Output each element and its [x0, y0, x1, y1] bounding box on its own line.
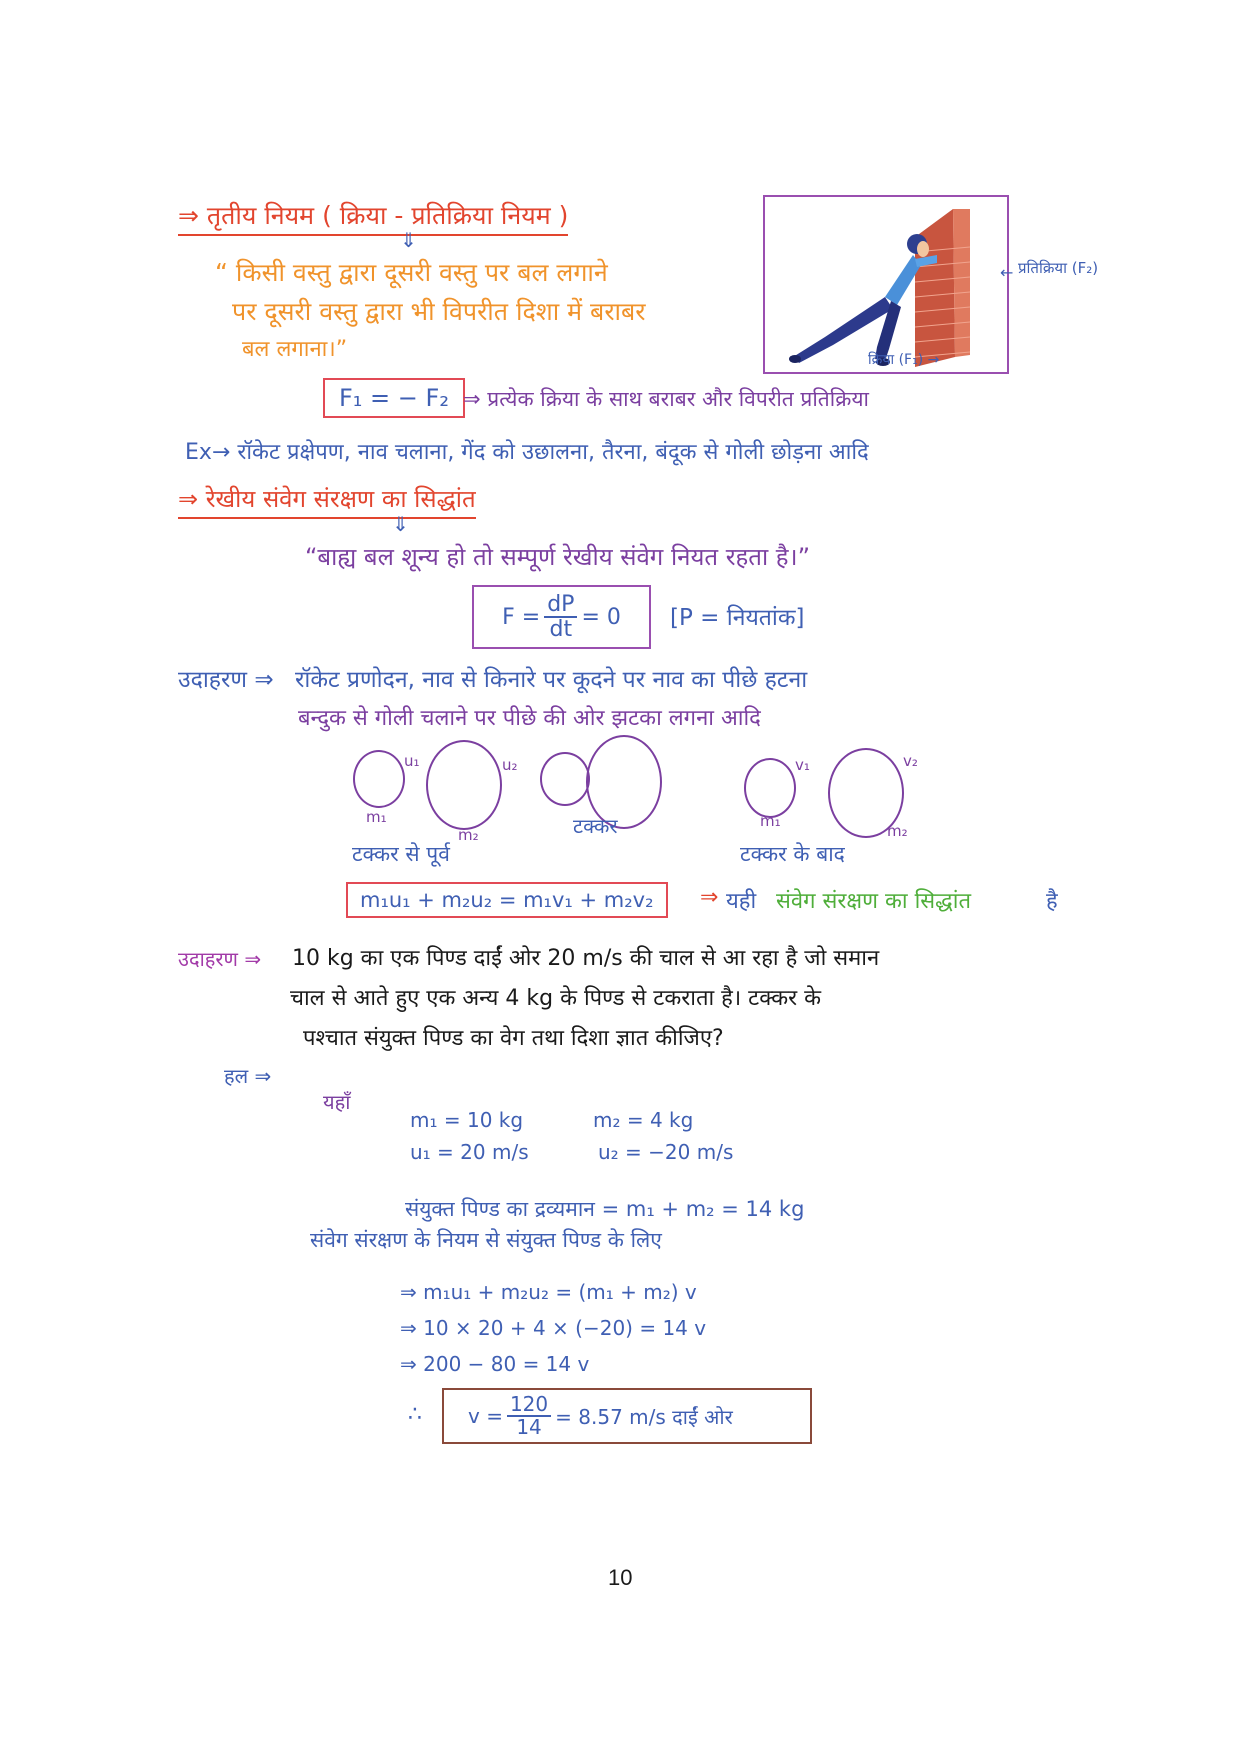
u2-value: u₂ = −20 m/s [598, 1140, 734, 1164]
force-derivative-formula [472, 585, 651, 649]
u2-label: u₂ [502, 756, 518, 774]
u1-value: u₁ = 20 m/s [410, 1140, 529, 1164]
before-collision-caption: टक्कर से पूर्व [352, 842, 450, 866]
newton-third-law-formula: F₁ = − F₂ [323, 378, 465, 418]
m2-after-label: m₂ [887, 822, 908, 840]
constant-note: [P = नियतांक] [670, 605, 805, 631]
down-arrow-icon: ⇓ [400, 228, 417, 252]
here-label: यहाँ [323, 1090, 351, 1114]
mass1-before-circle [353, 750, 405, 808]
mass2-collision-circle [586, 735, 662, 829]
problem-line3: पश्चात संयुक्त पिण्ड का वेग तथा दिशा ज्ञात कीजिए? [303, 1026, 724, 1051]
wall-push-figure [763, 195, 1009, 374]
momentum-conservation-quote: “बाह्य बल शून्य हो तो सम्पूर्ण रेखीय संवेग नियत रहता है।” [305, 543, 811, 571]
action-label: क्रिया (F₁) → [868, 352, 940, 368]
formula-rhs: = 0 [581, 604, 621, 630]
collision-caption: टक्कर [573, 814, 618, 838]
result-rhs: = 8.57 m/s दाईं ओर [555, 1404, 733, 1429]
conservation-post: है [1046, 889, 1058, 914]
example-line1: रॉकेट प्रणोदन, नाव से किनारे पर कूदने पर नाव का पीछे हटना [295, 667, 808, 693]
example-label: उदाहरण ⇒ [178, 667, 274, 693]
conservation-principle-text: संवेग संरक्षण का सिद्धांत [776, 889, 972, 914]
third-law-heading: ⇒ तृतीय नियम ( क्रिया - प्रतिक्रिया नियम ) [178, 198, 568, 236]
fraction-denominator: dt [549, 617, 573, 642]
mass2-before-circle [426, 740, 502, 830]
momentum-conservation-equation: m₁u₁ + m₂u₂ = m₁v₁ + m₂v₂ [346, 882, 668, 918]
combined-mass: संयुक्त पिण्ड का द्रव्यमान = m₁ + m₂ = 14 kg [405, 1197, 805, 1221]
solution-step1: ⇒ m₁u₁ + m₂u₂ = (m₁ + m₂) v [400, 1280, 697, 1304]
solution-step2: ⇒ 10 × 20 + 4 × (−20) = 14 v [400, 1316, 707, 1340]
formula-description: ⇒ प्रत्येक क्रिया के साथ बराबर और विपरीत प्रतिक्रिया [463, 387, 869, 411]
u1-label: u₁ [404, 752, 420, 770]
down-arrow-icon: ⇓ [392, 512, 409, 536]
reaction-label: प्रतिक्रिया (F₂) [1018, 259, 1099, 277]
solution-step3: ⇒ 200 − 80 = 14 v [400, 1352, 590, 1376]
problem-line2: चाल से आते हुए एक अन्य 4 kg के पिण्ड से टकराता है। टक्कर के [290, 986, 822, 1011]
after-collision-caption: टक्कर के बाद [740, 842, 845, 866]
fraction-numerator: dP [544, 593, 577, 618]
solution-label: हल ⇒ [224, 1064, 272, 1088]
m1-after-label: m₁ [760, 812, 781, 830]
m2-value: m₂ = 4 kg [593, 1108, 694, 1132]
third-law-quote-line3: बल लगाना।” [242, 337, 348, 362]
mass2-after-circle [828, 748, 904, 838]
mass1-collision-circle [540, 752, 590, 806]
momentum-conservation-heading: ⇒ रेखीय संवेग संरक्षण का सिद्धांत [178, 482, 476, 519]
result-numerator: 120 [507, 1394, 551, 1417]
problem-line1: 10 kg का एक पिण्ड दाईं ओर 20 m/s की चाल से आ रहा है जो समान [292, 946, 880, 971]
mass1-after-circle [744, 758, 796, 818]
example-line2: बन्दुक से गोली चलाने पर पीछे की ओर झटका लगना आदि [298, 706, 761, 731]
page-number: 10 [608, 1565, 633, 1590]
dp-dt-fraction [544, 593, 577, 641]
m2-before-label: m₂ [458, 826, 479, 844]
m1-before-label: m₁ [366, 808, 387, 826]
result-denominator: 14 [516, 1415, 542, 1439]
result-fraction [507, 1394, 551, 1438]
m1-value: m₁ = 10 kg [410, 1108, 524, 1132]
conservation-law-text: संवेग संरक्षण के नियम से संयुक्त पिण्ड के लिए [310, 1228, 662, 1252]
v1-label: v₁ [795, 756, 810, 774]
person-pushing-wall-illustration [765, 197, 1007, 372]
result-lhs: v = [468, 1404, 503, 1428]
therefore-symbol: ∴ [408, 1402, 422, 1427]
third-law-quote-line1: “ किसी वस्तु द्वारा दूसरी वस्तु पर बल लगाने [215, 258, 608, 287]
reaction-arrow-icon: ← [1000, 263, 1014, 282]
final-answer-box [442, 1388, 812, 1444]
conservation-pre: यही [726, 889, 757, 914]
problem-label: उदाहरण ⇒ [178, 947, 262, 971]
formula-lhs: F = [502, 604, 541, 630]
third-law-examples: Ex→ रॉकेट प्रक्षेपण, नाव चलाना, गेंद को उछालना, तैरना, बंदूक से गोली छोड़ना आदि [185, 440, 869, 465]
third-law-quote-line2: पर दूसरी वस्तु द्वारा भी विपरीत दिशा में बराबर [232, 297, 646, 326]
v2-label: v₂ [903, 752, 918, 770]
implies-arrow-icon: ⇒ [700, 885, 719, 910]
